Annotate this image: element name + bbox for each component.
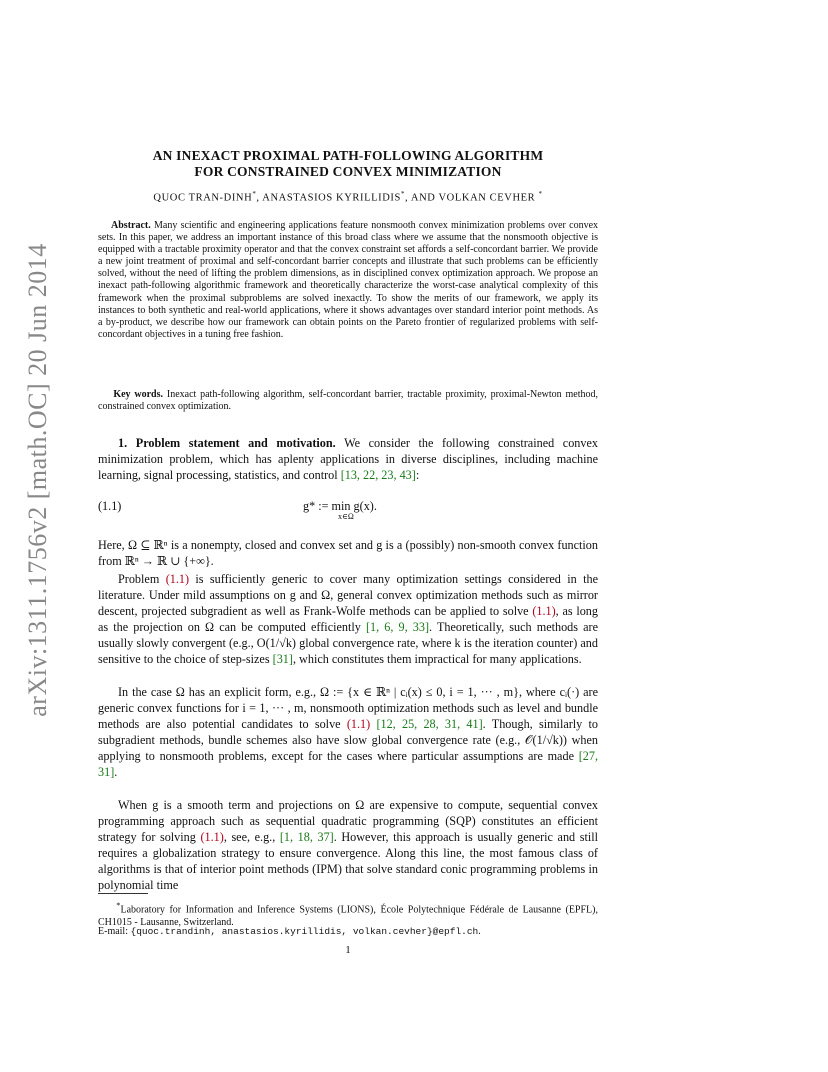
footnote-email xyxy=(98,926,598,939)
equation-number: (1.1) xyxy=(98,499,122,513)
author-2: , ANASTASIOS KYRILLIDIS xyxy=(256,192,401,204)
footnote-mark: * xyxy=(116,901,121,910)
equation-subscript: x∈Ω xyxy=(338,512,354,521)
arxiv-id[interactable]: arXiv:1311.1756v2 [math.OC] 20 Jun 2014 xyxy=(23,243,52,717)
text-segment: , as long as the projection on Ω can be computed efficiently xyxy=(98,604,598,634)
email-addresses[interactable]: {quoc.trandinh, anastasios.kyrillidis, volkan.cevher}@epfl.ch xyxy=(130,926,479,937)
author-1: QUOC TRAN-DINH xyxy=(153,192,253,204)
abstract xyxy=(98,220,598,341)
text-segment: , which constitutes them impractical for many applications. xyxy=(292,652,582,666)
text-segment: . xyxy=(114,765,118,779)
paragraph-methods xyxy=(98,571,598,667)
paragraph-bundle xyxy=(98,684,598,780)
footnote-divider xyxy=(98,893,148,894)
text-segment: . However, this approach is usually generic and still requires a globalization strategy to ensure convergence. Along this line, the most famous class of algorithms is that of interior point methods (IPM) that solve standard conic programming problems in polynomial time xyxy=(98,830,599,892)
citation-link[interactable]: [31] xyxy=(272,652,293,666)
citation-link[interactable]: [12, 25, 28, 31, 41] xyxy=(376,717,483,731)
section-heading: 1. Problem statement and motivation. xyxy=(118,436,336,450)
author-mark-1: * xyxy=(252,190,257,198)
abstract-text: Many scientific and engineering applications feature nonsmooth convex minimization problems over convex sets. In this paper, we address an important instance of this broad class where we assume that the nonsmooth objective is equipped with a tractable proximity operator and that the convex constraint set affords a self-concordant barrier. We provide a new joint treatment of proximal and self-concordant barrier concepts and illustrate that such problems can be efficiently solved, without the need of lifting the problem dimensions, as in disciplined convex optimization approach. We propose an inexact path-following algorithmic framework and theoretically characterize the worst-case analytical complexity of this framework when the proximal subproblems are solved inexactly. To show the merits of our framework, we apply its instances to both synthetic and real-world applications, where it shows advantages over standard interior point methods. As a by-product, we describe how our framework can obtain points on the Pareto frontier of regularized problems with self-concordant objectives in a tuning free fashion. xyxy=(98,220,599,340)
arxiv-stamp xyxy=(18,243,58,717)
author-3: , AND VOLKAN CEVHER xyxy=(405,192,536,204)
title-line-1: AN INEXACT PROXIMAL PATH-FOLLOWING ALGORITHM xyxy=(152,148,544,163)
paragraph-definition xyxy=(98,537,598,569)
citation-link[interactable]: [1, 18, 37] xyxy=(279,830,334,844)
text-segment: , see, e.g., xyxy=(223,830,276,844)
text-segment: Problem xyxy=(118,572,160,586)
equation-ref-link[interactable]: (1.1) xyxy=(532,604,556,618)
page-number: 1 xyxy=(345,944,351,956)
paragraph-sqp xyxy=(98,797,598,893)
text-segment: In the case Ω has an explicit form, e.g., Ω := {x ∈ ℝⁿ | cᵢ(x) ≤ 0, i = 1, ··· , m}, where cᵢ(·) are generic convex functions for i = 1, ··· , m, nonsmooth optimization methods such as level and bundle methods are also potential candidates to solve xyxy=(98,685,598,731)
paragraph-intro-text: We consider the following constrained convex minimization problem, which has aplenty applications in diverse disciplines, including machine learning, signal processing, statistics, and control xyxy=(98,436,598,482)
paragraph-definition-text: Here, Ω ⊆ ℝⁿ is a nonempty, closed and convex set and g is a (possibly) non-smooth convex function from ℝⁿ → ℝ ∪ {+∞}. xyxy=(98,538,598,568)
text-segment: . Theoretically, such methods are usually slowly convergent (e.g., O(1/√k) global convergence rate, where k is the iteration counter) and sensitive to the choice of step-sizes xyxy=(98,620,598,666)
footnote-affiliation xyxy=(98,900,598,929)
author-mark-3: * xyxy=(538,190,543,198)
text-segment: When g is a smooth term and projections on Ω are expensive to compute, sequential convex programming approach such as sequential quadratic programming (SQP) constitutes an efficient strategy for solving xyxy=(98,798,598,844)
citation-link[interactable]: [1, 6, 9, 33] xyxy=(365,620,430,634)
text-segment: . Though, similarly to subgradient methods, bundle schemes also have slow global convergence rate (e.g., 𝒪(1/√k)) when applying to nonsmooth problems, except for the cases where particular assumptions are made xyxy=(98,717,599,763)
paper-title xyxy=(98,148,598,180)
author-list xyxy=(98,190,598,204)
equation-ref-link[interactable]: (1.1) xyxy=(346,717,371,731)
email-end: . xyxy=(478,926,481,937)
equation-1-1 xyxy=(98,499,598,523)
equation-ref-link[interactable]: (1.1) xyxy=(165,572,190,586)
author-mark-2: * xyxy=(400,190,406,198)
equation-ref-link[interactable]: (1.1) xyxy=(200,830,224,844)
email-label: E-mail: xyxy=(98,926,128,937)
citation-link[interactable]: [27, 31] xyxy=(98,749,599,779)
citation-link[interactable]: [13, 22, 23, 43] xyxy=(340,468,416,482)
title-line-2: FOR CONSTRAINED CONVEX MINIMIZATION xyxy=(194,164,502,179)
abstract-heading: Abstract. xyxy=(111,220,151,231)
text-segment: is sufficiently generic to cover many optimization settings considered in the literature. Under mild assumptions on g and Ω, general convex optimization methods such as mirror descent, projected subgradient as well as Frank-Wolfe methods can be applied to solve xyxy=(98,572,599,618)
footnote-text: Laboratory for Information and Inference Systems (LIONS), École Polytechnique Fédérale de Lausanne (EPFL), CH1015 - Lausanne, Switzerland. xyxy=(98,904,598,928)
equation-body: g* := min g(x). xyxy=(303,499,377,513)
keywords-heading: Key words. xyxy=(113,389,164,400)
keywords xyxy=(98,389,598,413)
keywords-text: Inexact path-following algorithm, self-concordant barrier, tractable proximity, proximal-Newton method, constrained convex optimization. xyxy=(98,389,599,413)
paragraph-intro: 1. Problem statement and motivation. We consider the following constrained convex minimization problem, which has aplenty applications in diverse disciplines, including machine learning, signal processing, statistics, and control [13, 22, 23, 43]: xyxy=(98,436,598,482)
